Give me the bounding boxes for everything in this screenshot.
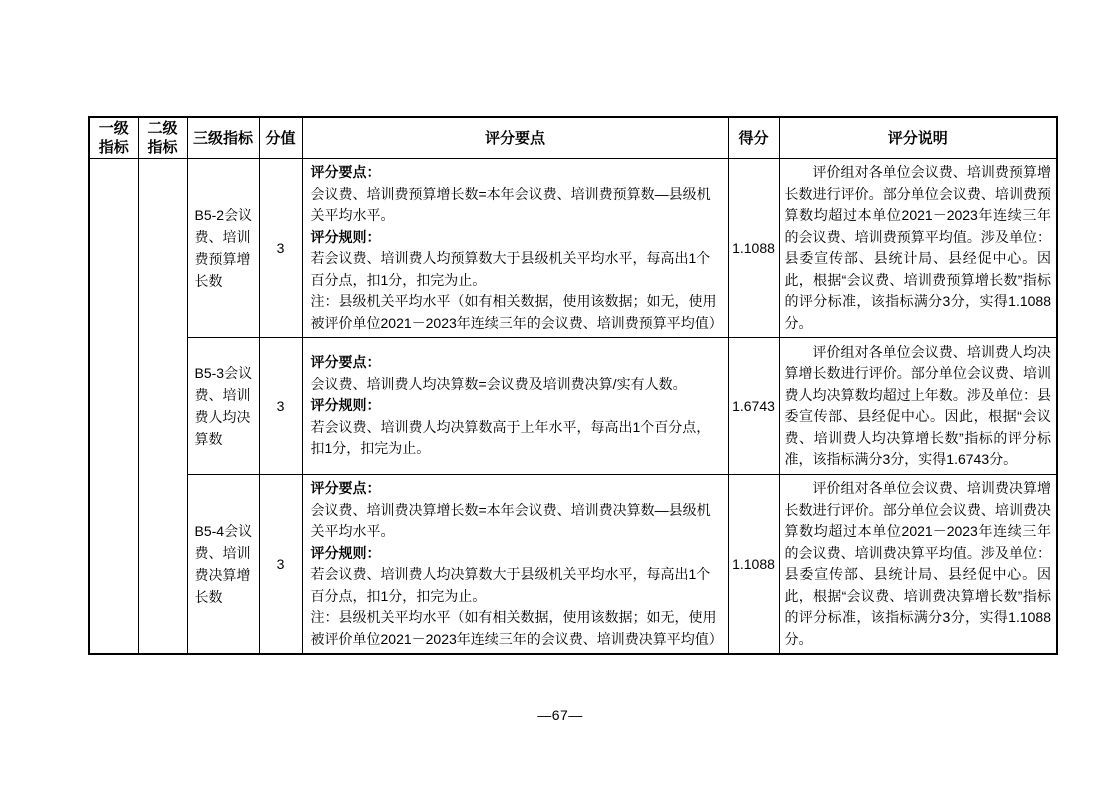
rules-text: 若会议费、培训费人均预算数大于县级机关平均水平，每高出1个百分点，扣1分，扣完为止。 <box>310 250 711 288</box>
cell-max-score: 3 <box>259 159 302 338</box>
rules-text: 若会议费、培训费人均决算数高于上年水平，每高出1个百分点，扣1分，扣完为止。 <box>310 418 711 457</box>
table-row <box>89 338 1057 475</box>
explanation-text: 评价组对各单位会议费、培训费决算增长数进行评价。部分单位会议费、培训费决算数均超过本单位2021－2023年连续三年的会议费、培训费决算平均值。涉及单位：县委宣传部、县统计局、县经促中心。因此，根据“会议费、培训费决算增长数”指标的评分标准，该指标满分3分，实得1.1088分。 <box>784 480 1051 647</box>
header-scoring-points: 评分要点 <box>302 117 728 159</box>
cell-max-score: 3 <box>259 475 302 655</box>
cell-level3-indicator: B5-4会议费、培训费决算增长数 <box>187 475 259 655</box>
points-text: 会议费、培训费预算增长数=本年会议费、培训费预算数—县级机关平均水平。 <box>310 185 711 223</box>
explanation-text: 评价组对各单位会议费、培训费人均决算增长数进行评价。部分单位会议费、培训费人均决算数均超过上年数。涉及单位：县委宣传部、县经促中心。因此，根据“会议费、培训费人均决算增长数”指标的评分标准，该指标满分3分，实得1.6743分。 <box>784 343 1051 467</box>
points-label: 评分要点： <box>310 354 381 371</box>
header-max-score: 分值 <box>259 117 302 159</box>
header-scoring-explanation: 评分说明 <box>779 117 1057 159</box>
page-number: —67— <box>537 707 583 723</box>
rules-label: 评分规则： <box>310 544 381 561</box>
table-row <box>89 159 1057 338</box>
table-header-row <box>89 117 1057 159</box>
points-text: 会议费、培训费人均决算数=会议费及培训费决算/实有人数。 <box>310 375 687 392</box>
score-table <box>88 116 1058 655</box>
points-label: 评分要点： <box>310 480 381 496</box>
header-level2-indicator: 二级指标 <box>138 117 187 159</box>
table-row <box>89 475 1057 655</box>
rules-label: 评分规则： <box>310 397 381 414</box>
cell-scoring-points <box>302 338 728 475</box>
cell-max-score: 3 <box>259 338 302 475</box>
points-label: 评分要点： <box>310 164 381 180</box>
cell-scoring-explanation <box>779 159 1057 338</box>
cell-scoring-points <box>302 159 728 338</box>
explanation-text: 评价组对各单位会议费、培训费预算增长数进行评价。部分单位会议费、培训费预算数均超过本单位2021－2023年连续三年的会议费、培训费预算平均值。涉及单位：县委宣传部、县统计局、县经促中心。因此，根据“会议费、培训费预算增长数”指标的评分标准，该指标满分3分，实得1.1088分。 <box>784 164 1051 331</box>
cell-score: 1.1088 <box>728 475 779 655</box>
cell-score: 1.1088 <box>728 159 779 338</box>
cell-level3-indicator: B5-2会议费、培训费预算增长数 <box>187 159 259 338</box>
points-text: 会议费、培训费决算增长数=本年会议费、培训费决算数—县级机关平均水平。 <box>310 501 711 539</box>
note-text: 注：县级机关平均水平（如有相关数据，使用该数据；如无，使用被评价单位2021－2023年连续三年的会议费、培训费预算平均值） <box>310 293 723 331</box>
rules-label: 评分规则： <box>310 228 381 245</box>
cell-level1-indicator <box>89 159 138 655</box>
cell-level2-indicator <box>138 159 187 655</box>
cell-scoring-explanation <box>779 338 1057 475</box>
cell-level3-indicator: B5-3会议费、培训费人均决算数 <box>187 338 259 475</box>
header-level3-indicator: 三级指标 <box>187 117 259 159</box>
cell-scoring-explanation <box>779 475 1057 655</box>
header-score: 得分 <box>728 117 779 159</box>
rules-text: 若会议费、培训费人均决算数大于县级机关平均水平，每高出1个百分点，扣1分，扣完为止。 <box>310 566 711 604</box>
note-text: 注：县级机关平均水平（如有相关数据，使用该数据；如无，使用被评价单位2021－2023年连续三年的会议费、培训费决算平均值） <box>310 609 723 647</box>
header-level1-indicator: 一级指标 <box>89 117 138 159</box>
cell-scoring-points <box>302 475 728 655</box>
cell-score: 1.6743 <box>728 338 779 475</box>
